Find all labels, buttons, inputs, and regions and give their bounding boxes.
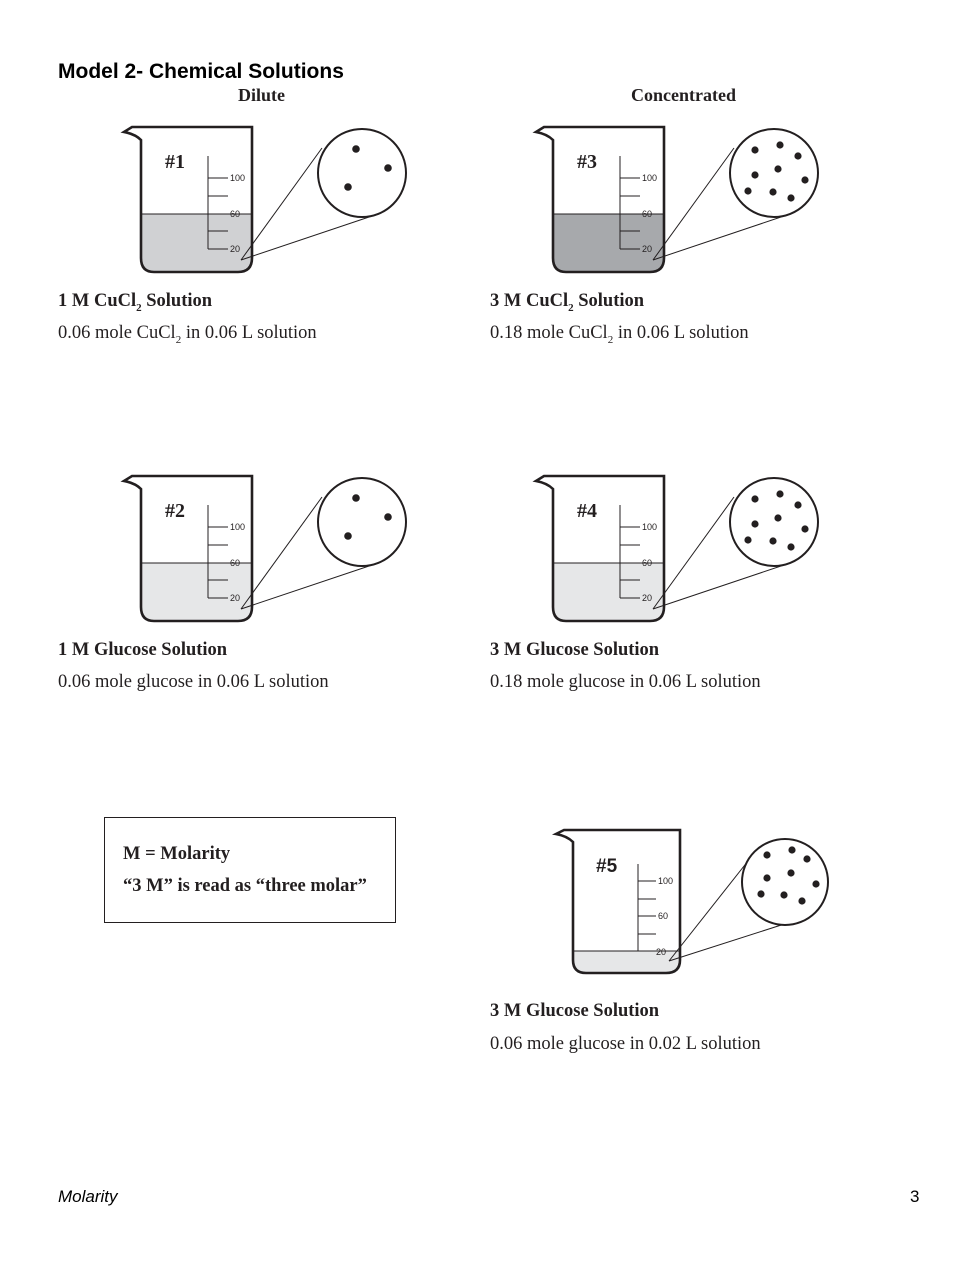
beaker-4-liquid xyxy=(553,563,664,621)
beaker-5-tick-20: 20 xyxy=(656,947,667,957)
page-number: 3 xyxy=(910,1187,920,1206)
beaker-1-liquid xyxy=(141,214,252,272)
particle xyxy=(794,152,801,159)
beaker-2-tick-100: 100 xyxy=(230,522,246,532)
definition-line-2: “3 M” is read as “three molar” xyxy=(123,876,367,896)
particle xyxy=(794,501,801,508)
beaker-3-magnified-view xyxy=(730,129,818,217)
beaker-3-drawing xyxy=(532,120,832,280)
beaker-2-liquid xyxy=(141,563,252,621)
beaker-3-liquid xyxy=(553,214,664,272)
particle xyxy=(776,141,783,148)
beaker-3-tick-100: 100 xyxy=(642,173,658,183)
particle xyxy=(344,183,352,191)
beaker-figure-3 xyxy=(532,120,832,280)
beaker-3-tick-20: 20 xyxy=(642,244,653,254)
particle xyxy=(774,514,781,521)
definition-line-1: M = Molarity xyxy=(123,844,231,864)
particle xyxy=(787,543,794,550)
beaker-figure-1 xyxy=(120,120,420,280)
particle xyxy=(812,880,819,887)
beaker-5-tick-100: 100 xyxy=(658,876,674,886)
beaker-figure-4 xyxy=(532,469,832,629)
beaker-1-tick-20: 20 xyxy=(230,244,241,254)
beaker-4-drawing xyxy=(532,469,832,629)
column-heading-dilute: Dilute xyxy=(238,85,285,105)
particle xyxy=(384,513,392,521)
beaker-2-tick-20: 20 xyxy=(230,593,241,603)
particle xyxy=(751,171,758,178)
beaker-5-tick-60: 60 xyxy=(658,911,669,921)
solution-5-description: 0.06 mole glucose in 0.02 L solution xyxy=(490,1034,761,1054)
beaker-5-number: #5 xyxy=(596,856,618,877)
particle xyxy=(780,891,787,898)
page-heading: Model 2- Chemical Solutions xyxy=(58,60,344,83)
particle xyxy=(751,520,758,527)
solution-2-title: 1 M Glucose Solution xyxy=(58,640,228,660)
beaker-2-tick-60: 60 xyxy=(230,558,241,568)
particle xyxy=(344,532,352,540)
solution-1-title: 1 M CuCl$_2$ Solution xyxy=(58,291,213,314)
solution-5-title: 3 M Glucose Solution xyxy=(490,1001,660,1021)
beaker-2-magnified-view xyxy=(318,478,406,566)
footer-title: Molarity xyxy=(58,1187,118,1206)
solution-4-description: 0.18 mole glucose in 0.06 L solution xyxy=(490,672,761,692)
particle xyxy=(769,537,776,544)
beaker-4-magnified-view xyxy=(730,478,818,566)
particle xyxy=(769,188,776,195)
particle xyxy=(801,525,808,532)
beaker-3-tick-60: 60 xyxy=(642,209,653,219)
particle xyxy=(798,897,805,904)
particle xyxy=(774,165,781,172)
particle xyxy=(788,846,795,853)
particle xyxy=(763,851,770,858)
solution-4-title: 3 M Glucose Solution xyxy=(490,640,660,660)
beaker-1-tick-60: 60 xyxy=(230,209,241,219)
particle xyxy=(352,145,360,153)
beaker-1-number: #1 xyxy=(165,151,185,173)
beaker-1-drawing xyxy=(120,120,420,280)
beaker-1-magnified-view xyxy=(318,129,406,217)
particle xyxy=(763,874,770,881)
particle xyxy=(803,855,810,862)
particle xyxy=(352,494,360,502)
particle xyxy=(744,187,751,194)
beaker-2-drawing xyxy=(120,469,420,629)
particle xyxy=(757,890,764,897)
solution-2-description: 0.06 mole glucose in 0.06 L solution xyxy=(58,672,329,692)
beaker-figure-5 xyxy=(552,824,852,984)
particle xyxy=(751,495,758,502)
particle xyxy=(751,146,758,153)
solution-3-description: 0.18 mole CuCl$_2$ in 0.06 L solution xyxy=(490,323,749,346)
particle xyxy=(384,164,392,172)
beaker-1-tick-100: 100 xyxy=(230,173,246,183)
column-heading-concentrated: Concentrated xyxy=(631,85,736,105)
particle xyxy=(787,194,794,201)
solution-1-description: 0.06 mole CuCl$_2$ in 0.06 L solution xyxy=(58,323,317,346)
beaker-3-number: #3 xyxy=(577,151,597,173)
beaker-4-tick-60: 60 xyxy=(642,558,653,568)
particle xyxy=(744,536,751,543)
molarity-definition-box xyxy=(104,817,396,923)
particle xyxy=(776,490,783,497)
beaker-4-tick-20: 20 xyxy=(642,593,653,603)
beaker-2-number: #2 xyxy=(165,500,185,522)
particle xyxy=(801,176,808,183)
beaker-4-number: #4 xyxy=(577,500,597,522)
beaker-5-drawing xyxy=(552,824,852,984)
particle xyxy=(787,869,794,876)
beaker-figure-2 xyxy=(120,469,420,629)
solution-3-title: 3 M CuCl$_2$ Solution xyxy=(490,291,645,314)
beaker-4-tick-100: 100 xyxy=(642,522,658,532)
